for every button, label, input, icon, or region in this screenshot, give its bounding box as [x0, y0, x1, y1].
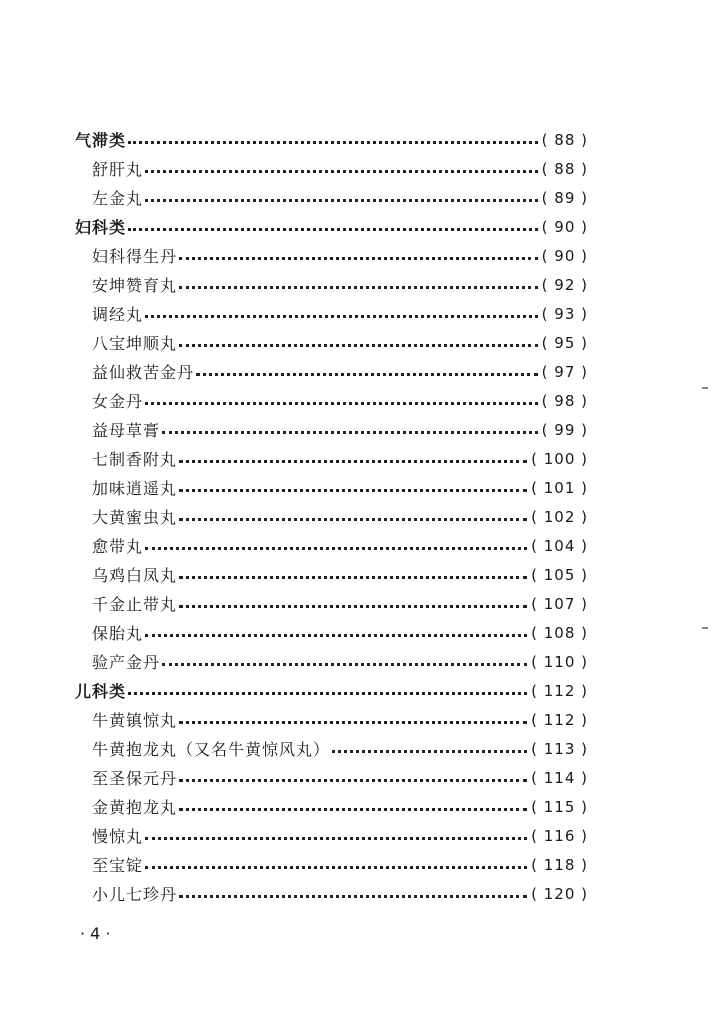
- toc-page-number: ( 101 ): [531, 478, 588, 497]
- table-of-contents: [0, 125, 716, 908]
- dot-leader: [145, 545, 527, 550]
- toc-entry-label: 金黄抱龙丸: [92, 798, 178, 817]
- dot-leader: [145, 632, 527, 637]
- toc-entry-row: [0, 531, 716, 560]
- scan-mark: [702, 627, 708, 629]
- toc-entry-label: 至圣保元丹: [92, 769, 178, 788]
- toc-page-number: ( 107 ): [531, 594, 588, 613]
- toc-entry-label: 保胎丸: [92, 624, 144, 643]
- toc-entry-row: [0, 241, 716, 270]
- toc-entry-label: 慢惊丸: [92, 827, 144, 846]
- toc-entry-label: 至宝锭: [92, 856, 144, 875]
- toc-entry-label: 愈带丸: [92, 537, 144, 556]
- toc-entry-row: [0, 879, 716, 908]
- toc-entry-row: [0, 502, 716, 531]
- toc-page-number: ( 110 ): [531, 652, 588, 671]
- dot-leader: [179, 516, 527, 521]
- toc-page-number: ( 97 ): [541, 362, 588, 381]
- toc-page-number: ( 115 ): [531, 797, 588, 816]
- dot-leader: [145, 835, 527, 840]
- toc-entry-label: 千金止带丸: [92, 595, 178, 614]
- dot-leader: [145, 864, 527, 869]
- toc-entry-label: 验产金丹: [92, 653, 161, 672]
- toc-page-number: ( 95 ): [541, 333, 588, 352]
- toc-entry-row: [0, 618, 716, 647]
- dot-leader: [179, 719, 527, 724]
- toc-entry-label: 妇科得生丹: [92, 247, 178, 266]
- toc-page-number: ( 112 ): [531, 710, 588, 729]
- dot-leader: [179, 342, 538, 347]
- dot-leader: [179, 603, 527, 608]
- toc-entry-row: [0, 154, 716, 183]
- toc-entry-row: [0, 734, 716, 763]
- toc-page-number: ( 99 ): [541, 420, 588, 439]
- toc-entry-row: [0, 705, 716, 734]
- toc-entry-row: [0, 763, 716, 792]
- dot-leader: [179, 255, 538, 260]
- toc-category-row: [0, 676, 716, 705]
- toc-entry-row: [0, 647, 716, 676]
- toc-entry-row: [0, 444, 716, 473]
- dot-leader: [179, 458, 527, 463]
- dot-leader: [196, 371, 538, 376]
- dot-leader: [145, 168, 538, 173]
- toc-category-row: [0, 125, 716, 154]
- toc-page-number: ( 88 ): [541, 130, 588, 149]
- toc-entry-label: 牛黄抱龙丸（又名牛黄惊风丸）: [92, 740, 331, 759]
- toc-page-number: ( 102 ): [531, 507, 588, 526]
- toc-category-label: 妇科类: [75, 218, 127, 237]
- toc-entry-row: [0, 328, 716, 357]
- toc-page-number: ( 120 ): [531, 884, 588, 903]
- toc-page-number: ( 105 ): [531, 565, 588, 584]
- toc-entry-label: 大黄蜜虫丸: [92, 508, 178, 527]
- dot-leader: [332, 748, 527, 753]
- toc-entry-row: [0, 589, 716, 618]
- dot-leader: [145, 197, 538, 202]
- dot-leader: [128, 690, 527, 695]
- dot-leader: [179, 487, 527, 492]
- dot-leader: [179, 806, 527, 811]
- toc-entry-label: 调经丸: [92, 305, 144, 324]
- toc-entry-label: 小儿七珍丹: [92, 885, 178, 904]
- toc-entry-row: [0, 560, 716, 589]
- dot-leader: [128, 226, 538, 231]
- toc-page-number: ( 104 ): [531, 536, 588, 555]
- toc-entry-row: [0, 415, 716, 444]
- toc-page-number: ( 112 ): [531, 681, 588, 700]
- toc-category-row: [0, 212, 716, 241]
- dot-leader: [179, 574, 527, 579]
- dot-leader: [128, 139, 538, 144]
- toc-entry-row: [0, 357, 716, 386]
- toc-page-number: ( 92 ): [541, 275, 588, 294]
- toc-category-label: 气滞类: [75, 131, 127, 150]
- toc-page-number: ( 114 ): [531, 768, 588, 787]
- dot-leader: [162, 429, 538, 434]
- page-number: · 4 ·: [80, 924, 111, 943]
- toc-page-number: ( 113 ): [531, 739, 588, 758]
- toc-entry-label: 牛黄镇惊丸: [92, 711, 178, 730]
- toc-page-number: ( 116 ): [531, 826, 588, 845]
- toc-entry-label: 舒肝丸: [92, 160, 144, 179]
- toc-entry-label: 八宝坤顺丸: [92, 334, 178, 353]
- dot-leader: [179, 893, 527, 898]
- toc-page-number: ( 88 ): [541, 159, 588, 178]
- toc-entry-row: [0, 299, 716, 328]
- dot-leader: [145, 400, 538, 405]
- toc-page-number: ( 89 ): [541, 188, 588, 207]
- toc-entry-label: 益仙救苦金丹: [92, 363, 195, 382]
- toc-page-number: ( 98 ): [541, 391, 588, 410]
- toc-entry-row: [0, 183, 716, 212]
- toc-page-number: ( 108 ): [531, 623, 588, 642]
- toc-entry-row: [0, 792, 716, 821]
- toc-entry-row: [0, 386, 716, 415]
- toc-entry-label: 左金丸: [92, 189, 144, 208]
- dot-leader: [145, 313, 538, 318]
- toc-entry-label: 乌鸡白凤丸: [92, 566, 178, 585]
- toc-page-number: ( 90 ): [541, 246, 588, 265]
- dot-leader: [179, 777, 527, 782]
- scan-mark: [702, 387, 708, 389]
- toc-entry-label: 益母草膏: [92, 421, 161, 440]
- toc-page-number: ( 100 ): [531, 449, 588, 468]
- dot-leader: [179, 284, 538, 289]
- dot-leader: [162, 661, 527, 666]
- toc-entry-row: [0, 270, 716, 299]
- toc-entry-label: 女金丹: [92, 392, 144, 411]
- toc-page-number: ( 90 ): [541, 217, 588, 236]
- toc-category-label: 儿科类: [75, 682, 127, 701]
- toc-entry-label: 加味逍遥丸: [92, 479, 178, 498]
- toc-entry-label: 安坤赞育丸: [92, 276, 178, 295]
- toc-entry-row: [0, 821, 716, 850]
- toc-entry-label: 七制香附丸: [92, 450, 178, 469]
- toc-entry-row: [0, 850, 716, 879]
- toc-page-number: ( 118 ): [531, 855, 588, 874]
- toc-entry-row: [0, 473, 716, 502]
- toc-page-number: ( 93 ): [541, 304, 588, 323]
